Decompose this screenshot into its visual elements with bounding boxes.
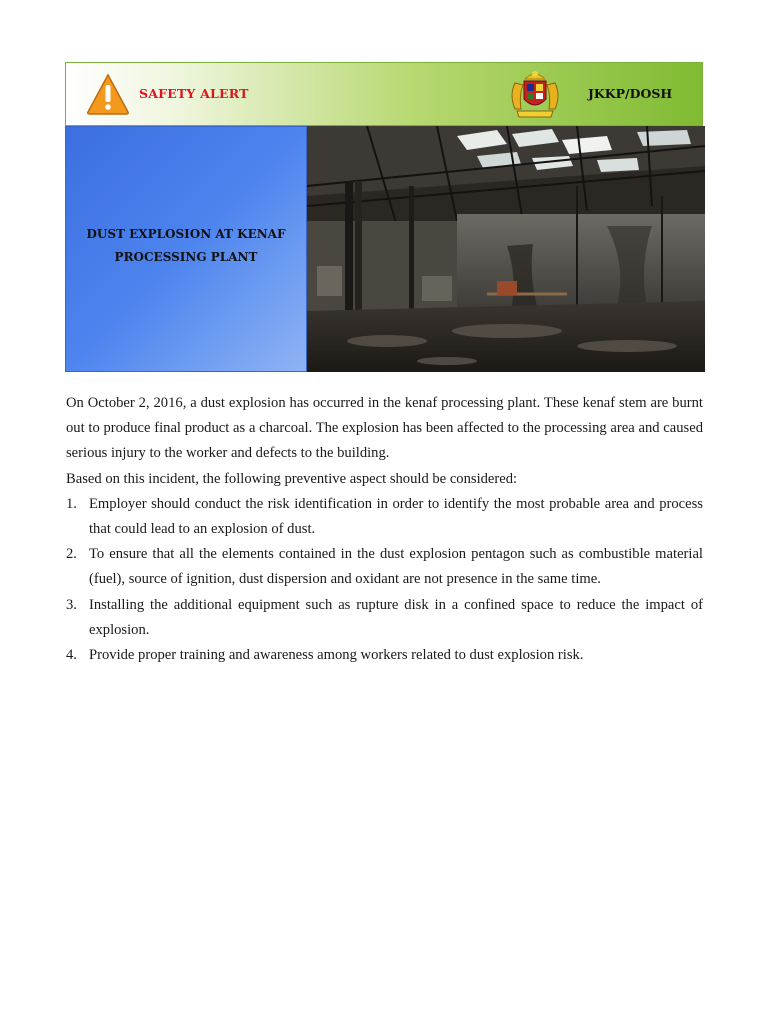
list-item-number: 4. <box>66 647 77 664</box>
safety-alert-label: SAFETY ALERT <box>139 86 249 101</box>
agency-label: JKKP/DOSH <box>588 86 673 101</box>
list-item-text: Provide proper training and awareness among workers related to dust explosion risk. <box>89 647 584 664</box>
list-item-number: 1. <box>66 495 77 512</box>
warning-triangle-icon <box>86 73 130 115</box>
incident-photo <box>307 126 705 372</box>
list-item <box>66 542 703 592</box>
incident-description <box>66 391 703 668</box>
list-item <box>66 492 703 542</box>
title-line-1: DUST EXPLOSION AT KENAF <box>86 227 286 241</box>
preventive-intro: Based on this incident, the following preventive aspect should be considered: <box>66 470 518 487</box>
safety-alert-banner <box>65 62 703 126</box>
title-panel <box>65 126 307 372</box>
list-item-text: To ensure that all the elements contained in the dust explosion pentagon such as combustible material (fuel), source of ignition, dust dispersion and oxidant are not presence in the same time. <box>89 546 703 588</box>
list-item-text: Installing the additional equipment such as rupture disk in a confined space to reduce the impact of explosion. <box>89 596 703 638</box>
list-item-number: 3. <box>66 596 77 613</box>
title-line-2: PROCESSING PLANT <box>114 250 258 264</box>
list-item <box>66 643 703 668</box>
incident-paragraph: On October 2, 2016, a dust explosion has occurred in the kenaf processing plant. These kenaf stem are burnt out to produce final product as a charcoal. The explosion has been affected to the processing area and caused serious injury to the worker and defects to the building. <box>66 395 703 462</box>
list-item <box>66 593 703 643</box>
coat-of-arms-icon <box>507 69 563 121</box>
list-item-number: 2. <box>66 546 77 563</box>
preventive-list <box>66 492 703 668</box>
list-item-text: Employer should conduct the risk identification in order to identify the most probable area and process that could lead to an explosion of dust. <box>89 495 703 538</box>
document-title <box>66 223 306 269</box>
